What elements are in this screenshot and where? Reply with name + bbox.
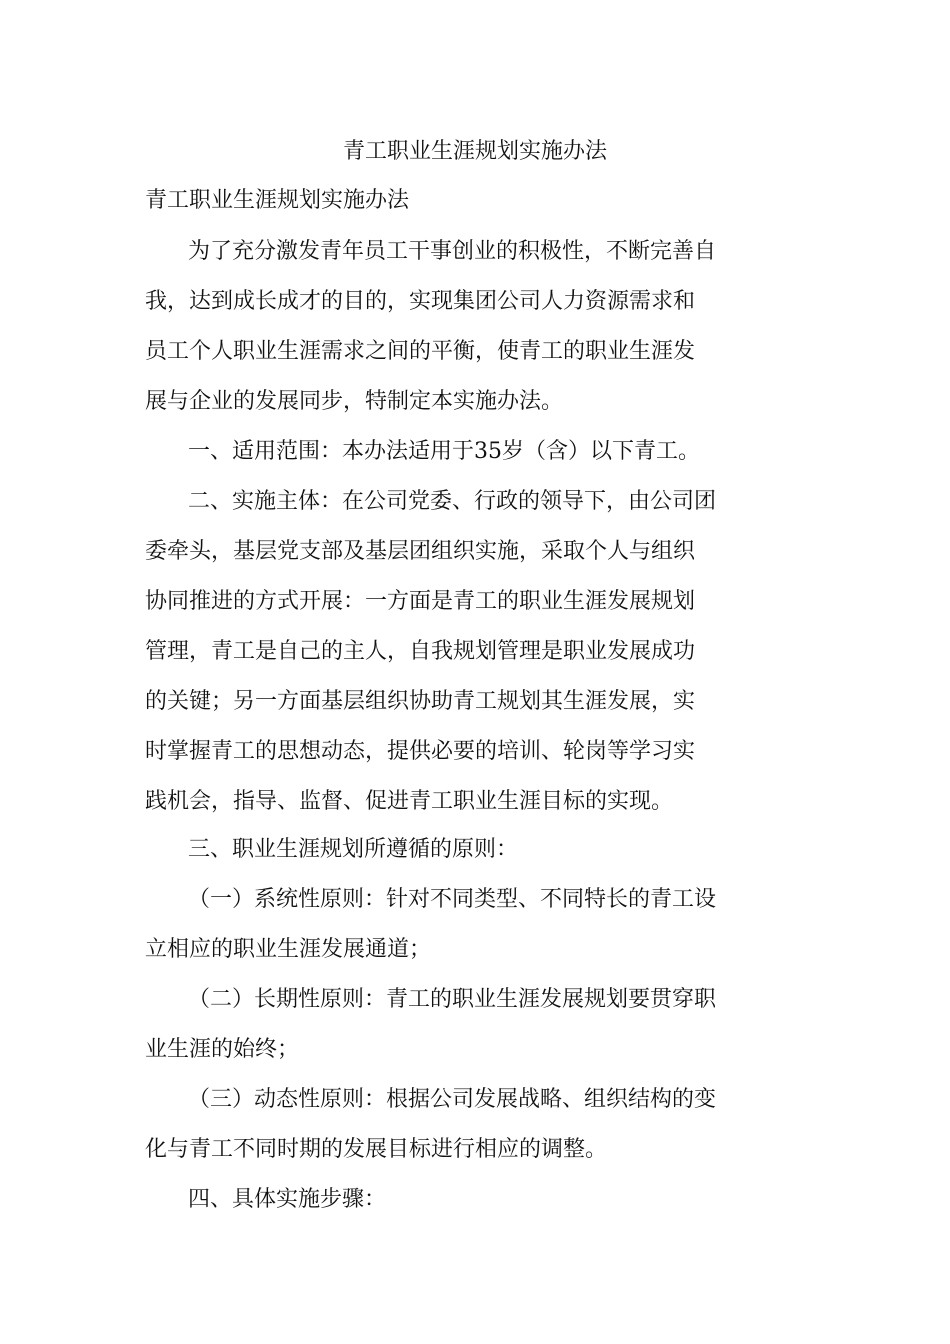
principle-item-line: （三）动态性原则：根据公司发展战略、组织结构的变 (188, 1087, 717, 1112)
page-title: 青工职业生涯规划实施办法 (342, 139, 607, 164)
section-scope-line: 一、适用范围：本办法适用于35岁（含）以下青工。 (188, 439, 700, 464)
document-subtitle: 青工职业生涯规划实施办法 (145, 188, 410, 213)
paragraph-line: 协同推进的方式开展：一方面是青工的职业生涯发展规划 (145, 589, 696, 614)
paragraph-line: 我，达到成长成才的目的，实现集团公司人力资源需求和 (145, 289, 696, 314)
section-steps-heading: 四、具体实施步骤： (188, 1187, 387, 1212)
paragraph-line: 的关键；另一方面基层组织协助青工规划其生涯发展，实 (145, 689, 696, 714)
paragraph-line: 委牵头，基层党支部及基层团组织实施，采取个人与组织 (145, 539, 696, 564)
paragraph-line: 为了充分激发青年员工干事创业的积极性，不断完善自 (188, 239, 717, 264)
paragraph-line: 展与企业的发展同步，特制定本实施办法。 (145, 389, 564, 414)
paragraph-line: 时掌握青工的思想动态，提供必要的培训、轮岗等学习实 (145, 739, 696, 764)
paragraph-line: 立相应的职业生涯发展通道； (145, 937, 432, 962)
principle-item-line: （二）长期性原则：青工的职业生涯发展规划要贯穿职 (188, 987, 717, 1012)
paragraph-line: 业生涯的始终； (145, 1037, 300, 1062)
paragraph-line: 践机会，指导、监督、促进青工职业生涯目标的实现。 (145, 789, 674, 814)
paragraph-line: 员工个人职业生涯需求之间的平衡，使青工的职业生涯发 (145, 339, 696, 364)
principle-item-line: （一）系统性原则：针对不同类型、不同特长的青工设 (188, 887, 717, 912)
section-principles-heading: 三、职业生涯规划所遵循的原则： (188, 837, 519, 862)
paragraph-line: 化与青工不同时期的发展目标进行相应的调整。 (145, 1137, 608, 1162)
paragraph-line: 管理，青工是自己的主人，自我规划管理是职业发展成功 (145, 639, 696, 664)
section-subject-line: 二、实施主体：在公司党委、行政的领导下，由公司团 (188, 489, 717, 514)
